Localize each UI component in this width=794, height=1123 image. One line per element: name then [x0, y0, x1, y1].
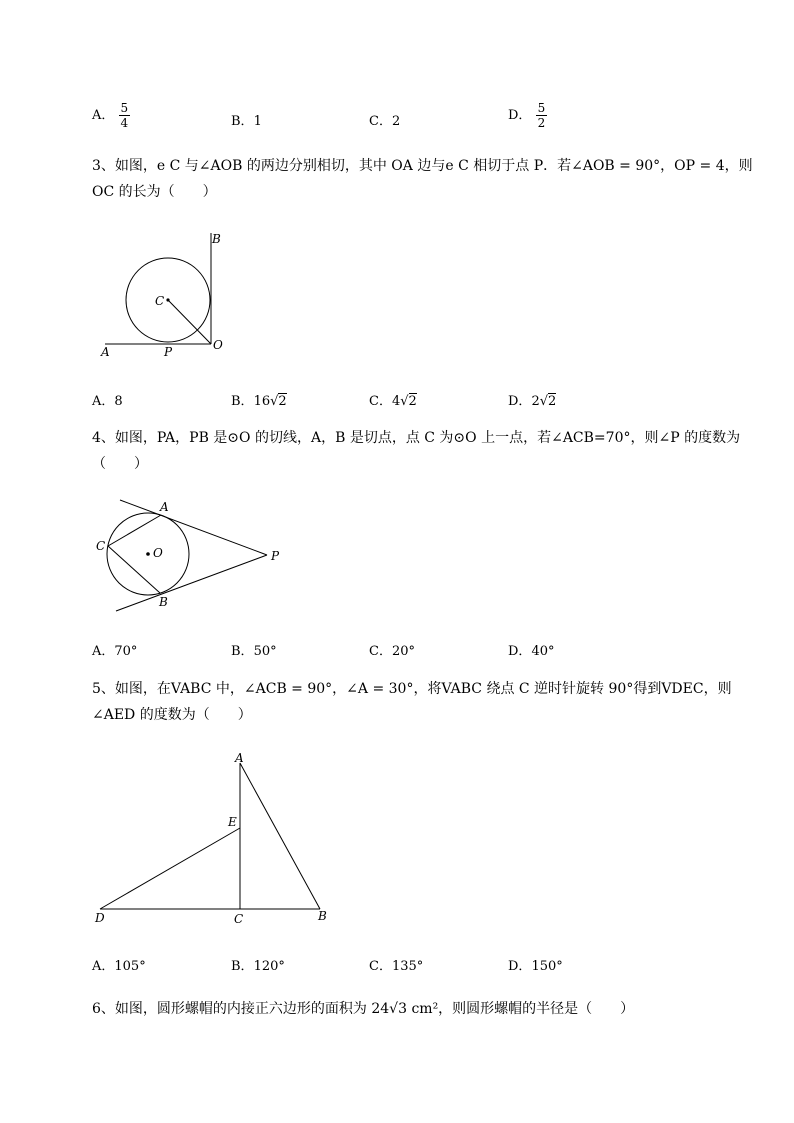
segment-oc: [168, 300, 211, 344]
label-o: O: [213, 338, 223, 352]
numerator: 5: [537, 101, 546, 115]
label-b: B: [318, 909, 327, 923]
option-value: 150°: [531, 959, 563, 974]
option-letter: D．: [508, 108, 532, 123]
q3-text-line1: 3、如图，e C 与∠AOB 的两边分别相切，其中 OA 边与e C 相切于点 P．若∠AOB = 90°，OP = 4，则: [92, 158, 753, 174]
center-o-dot: [146, 552, 150, 556]
segment-de: [100, 828, 240, 909]
q4-text-line1: 4、如图，PA，PB 是⊙O 的切线，A，B 是切点，点 C 为⊙O 上一点，若∠ACB=70°，则∠P 的度数为: [92, 430, 741, 446]
q5-text-line2: ∠AED 的度数为（ ）: [92, 707, 252, 723]
tangent-pb: [116, 555, 267, 611]
label-p: P: [271, 549, 280, 563]
option-value: 40°: [531, 644, 555, 659]
q4-figure: [92, 495, 292, 615]
radicand: 2: [408, 394, 417, 409]
q5-figure: [92, 745, 342, 930]
option-letter: A．: [92, 394, 115, 409]
radicand: 2: [278, 394, 287, 409]
label-a: A: [160, 500, 169, 514]
q3-option-d: [508, 390, 556, 409]
q2-option-a: [92, 101, 130, 130]
q4-option-a: [92, 640, 137, 659]
q2-option-b: [231, 110, 262, 129]
q4-text-line2: （ ）: [92, 456, 148, 472]
fraction: [119, 101, 131, 130]
label-c: C: [155, 294, 165, 308]
label-o: O: [153, 546, 163, 560]
label-b: B: [212, 232, 221, 246]
option-letter: A．: [92, 959, 115, 974]
fraction: [536, 101, 548, 130]
label-p: P: [164, 345, 173, 359]
q3-text-line2: OC 的长为（ ）: [92, 184, 217, 200]
option-letter: C．: [369, 959, 392, 974]
option-letter: B．: [231, 959, 254, 974]
label-a: A: [101, 345, 110, 359]
q5-option-a: [92, 955, 146, 974]
option-value: 70°: [114, 644, 138, 659]
denominator: 2: [537, 116, 546, 130]
q3-figure: [95, 225, 235, 360]
option-letter: B．: [231, 644, 254, 659]
option-value: 50°: [253, 644, 277, 659]
option-letter: D．: [508, 394, 532, 409]
numerator: 5: [120, 101, 129, 115]
option-value: 135°: [391, 959, 424, 974]
sqrt-icon: √: [539, 394, 549, 409]
option-letter: C．: [369, 644, 392, 659]
q6-text-line1: 6、如图，圆形螺帽的内接正六边形的面积为 24√3 cm²，则圆形螺帽的半径是（ ）: [92, 1001, 635, 1017]
q3-option-a: [92, 390, 123, 409]
option-value: 8: [114, 394, 123, 409]
q3-option-c: [369, 390, 417, 409]
coefficient: 2: [531, 394, 540, 409]
q5-option-c: [369, 955, 423, 974]
sqrt-icon: √: [270, 394, 279, 409]
q5-text-line1: 5、如图，在VABC 中，∠ACB = 90°，∠A = 30°，将VABC 绕点 C 逆时针旋转 90°得到VDEC，则: [92, 681, 732, 697]
coefficient: 4: [391, 394, 401, 409]
label-e: E: [228, 815, 237, 829]
option-value: 105°: [114, 959, 146, 974]
option-value: 2: [391, 114, 401, 129]
option-letter: B．: [231, 394, 254, 409]
segment-ab: [240, 763, 320, 909]
coefficient: 16: [253, 394, 271, 409]
option-letter: C．: [369, 114, 392, 129]
option-letter: D．: [508, 959, 532, 974]
q3-option-b: [231, 390, 287, 409]
label-d: D: [95, 911, 105, 925]
label-c: C: [234, 912, 244, 926]
q2-option-c: [369, 110, 400, 129]
option-letter: D．: [508, 644, 532, 659]
option-value: 1: [253, 114, 262, 129]
q4-option-c: [369, 640, 415, 659]
q5-option-d: [508, 955, 563, 974]
option-letter: A．: [92, 108, 115, 123]
option-letter: B．: [231, 114, 254, 129]
denominator: 4: [120, 116, 129, 130]
q4-option-d: [508, 640, 554, 659]
radicand: 2: [548, 394, 557, 409]
tangent-pa: [120, 500, 267, 555]
label-c: C: [96, 539, 106, 553]
label-b: B: [159, 595, 168, 609]
option-value: 20°: [391, 644, 415, 659]
option-value: 120°: [253, 959, 285, 974]
label-a: A: [235, 751, 244, 765]
q2-option-d: [508, 101, 547, 130]
sqrt-icon: √: [400, 394, 409, 409]
option-letter: C．: [369, 394, 392, 409]
chord-ca: [108, 515, 161, 546]
q4-option-b: [231, 640, 277, 659]
option-letter: A．: [92, 644, 115, 659]
q5-option-b: [231, 955, 285, 974]
center-c-dot: [166, 298, 169, 301]
